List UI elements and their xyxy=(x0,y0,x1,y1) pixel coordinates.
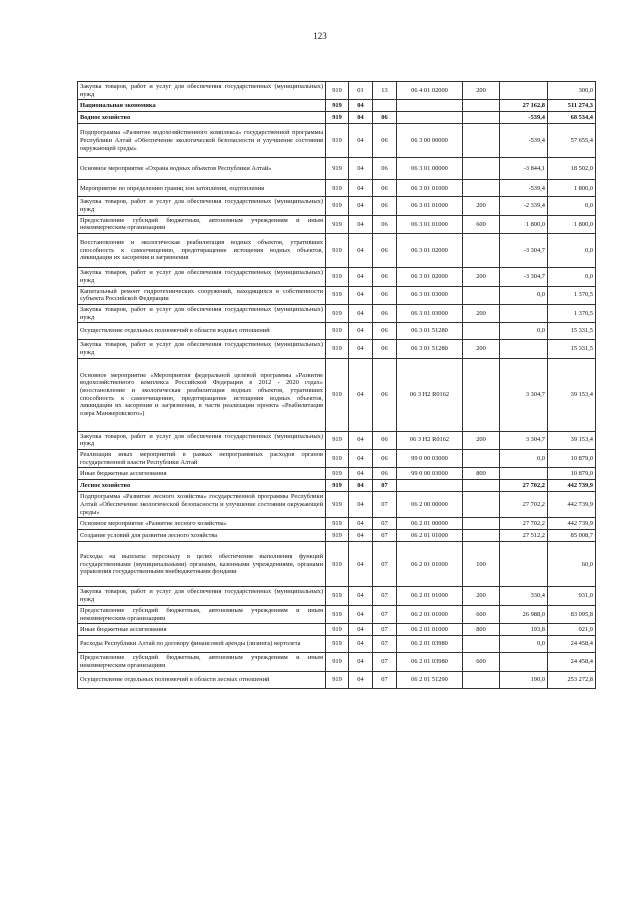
cell-csr: 06 3 01 02000 xyxy=(397,268,463,286)
cell-gr: 919 xyxy=(326,358,349,431)
cell-pr: 07 xyxy=(373,653,397,671)
cell-name: Водное хозяйство xyxy=(78,112,326,124)
cell-vr xyxy=(463,480,500,492)
cell-amount-change xyxy=(500,304,548,322)
cell-amount-total: 57 655,4 xyxy=(548,124,596,158)
cell-amount-change: 27 512,2 xyxy=(500,530,548,542)
cell-name: Предоставление субсидий бюджетным, автономным учреждениям и иным некоммерческим организациям xyxy=(78,605,326,623)
cell-pr: 07 xyxy=(373,518,397,530)
cell-pr: 06 xyxy=(373,158,397,180)
cell-csr: 06 2 00 00000 xyxy=(397,492,463,518)
cell-gr: 919 xyxy=(326,587,349,605)
cell-csr: 06 2 01 51290 xyxy=(397,671,463,688)
table-row xyxy=(78,518,596,530)
cell-gr: 919 xyxy=(326,636,349,653)
cell-gr: 919 xyxy=(326,100,349,112)
cell-gr: 919 xyxy=(326,304,349,322)
cell-name: Иные бюджетные ассигнования xyxy=(78,468,326,480)
cell-amount-change xyxy=(500,653,548,671)
cell-gr: 919 xyxy=(326,82,349,100)
cell-amount-total: 1 800,0 xyxy=(548,215,596,233)
cell-rz: 04 xyxy=(349,671,373,688)
cell-vr: 200 xyxy=(463,587,500,605)
cell-vr: 600 xyxy=(463,653,500,671)
cell-gr: 919 xyxy=(326,124,349,158)
cell-amount-total: 511 274,3 xyxy=(548,100,596,112)
cell-rz: 01 xyxy=(349,82,373,100)
cell-gr: 919 xyxy=(326,323,349,340)
cell-pr: 06 xyxy=(373,468,397,480)
cell-amount-change: 27 162,8 xyxy=(500,100,548,112)
cell-rz: 04 xyxy=(349,112,373,124)
cell-csr: 06 2 01 01000 xyxy=(397,530,463,542)
cell-name: Закупка товаров, работ и услуг для обеспечения государственных (муниципальных) нужд xyxy=(78,340,326,358)
page-number: 123 xyxy=(313,31,327,41)
cell-name: Национальная экономика xyxy=(78,100,326,112)
cell-pr: 07 xyxy=(373,530,397,542)
cell-gr: 919 xyxy=(326,197,349,215)
cell-gr: 919 xyxy=(326,624,349,636)
cell-vr: 600 xyxy=(463,215,500,233)
cell-name: Лесное хозяйство xyxy=(78,480,326,492)
cell-vr: 200 xyxy=(463,304,500,322)
cell-amount-change xyxy=(500,340,548,358)
cell-pr: 13 xyxy=(373,82,397,100)
cell-vr xyxy=(463,323,500,340)
cell-vr xyxy=(463,671,500,688)
cell-rz: 04 xyxy=(349,605,373,623)
cell-csr: 06 3 01 01000 xyxy=(397,215,463,233)
table-row xyxy=(78,653,596,671)
cell-pr: 06 xyxy=(373,112,397,124)
table-body xyxy=(78,82,596,689)
cell-csr: 06 3 01 01000 xyxy=(397,197,463,215)
cell-vr xyxy=(463,450,500,468)
cell-name: Капитальный ремонт гидротехнических сооружений, находящихся в собственности субъекта Российской Федерации xyxy=(78,286,326,304)
cell-amount-total: 1 370,5 xyxy=(548,304,596,322)
table-row xyxy=(78,468,596,480)
table-row xyxy=(78,624,596,636)
cell-gr: 919 xyxy=(326,431,349,449)
table-row xyxy=(78,605,596,623)
cell-vr xyxy=(463,518,500,530)
cell-rz: 04 xyxy=(349,286,373,304)
cell-gr: 919 xyxy=(326,492,349,518)
cell-vr xyxy=(463,100,500,112)
cell-amount-change: -539,4 xyxy=(500,124,548,158)
cell-rz: 04 xyxy=(349,468,373,480)
cell-csr: 06 2 01 01000 xyxy=(397,624,463,636)
cell-csr: 06 2 01 01000 xyxy=(397,587,463,605)
table-row xyxy=(78,112,596,124)
cell-csr: 06 3 00 00000 xyxy=(397,124,463,158)
table-row xyxy=(78,323,596,340)
cell-name: Основное мероприятие «Развитие лесного хозяйства» xyxy=(78,518,326,530)
cell-amount-change xyxy=(500,82,548,100)
budget-table xyxy=(77,81,596,689)
cell-rz: 04 xyxy=(349,518,373,530)
cell-rz: 04 xyxy=(349,636,373,653)
cell-amount-total: 39 153,4 xyxy=(548,431,596,449)
cell-rz: 04 xyxy=(349,234,373,268)
cell-pr: 07 xyxy=(373,492,397,518)
table-row xyxy=(78,158,596,180)
cell-csr: 06 3 01 51280 xyxy=(397,340,463,358)
cell-amount-change: 3 304,7 xyxy=(500,431,548,449)
cell-csr: 06 3 01 01000 xyxy=(397,180,463,197)
cell-csr: 06 3 H2 R0162 xyxy=(397,431,463,449)
cell-csr: 06 3 01 03000 xyxy=(397,286,463,304)
cell-name: Расходы на выплаты персоналу в целях обеспечения выполнения функций государственными (муниципальными) органами, казенными учреждениями, органами управления государственными внебюджетными фондами xyxy=(78,542,326,587)
cell-amount-total: 68 534,4 xyxy=(548,112,596,124)
cell-pr: 07 xyxy=(373,671,397,688)
cell-amount-change: 27 702,2 xyxy=(500,518,548,530)
cell-amount-total: 0,0 xyxy=(548,197,596,215)
cell-pr: 06 xyxy=(373,450,397,468)
cell-gr: 919 xyxy=(326,268,349,286)
cell-amount-total: 442 739,9 xyxy=(548,480,596,492)
cell-rz: 04 xyxy=(349,180,373,197)
cell-vr xyxy=(463,492,500,518)
cell-amount-total: 1 370,5 xyxy=(548,286,596,304)
cell-amount-total: 15 331,5 xyxy=(548,323,596,340)
cell-name: Закупка товаров, работ и услуг для обеспечения государственных (муниципальных) нужд xyxy=(78,304,326,322)
cell-amount-change: -3 844,1 xyxy=(500,158,548,180)
cell-name: Основное мероприятие «Мероприятия федеральной целевой программы «Развитие водохозяйственного комплекса Российской Федерации в 2012 - 2020 годах» (восстановление и экологическая реабилитация водных объектов, утративших способность к самоочищению, предотвращение истощения водных объектов, ликвидация их засорения и загрязнения, в части реализации проекта «Реабилитация озера Манжерокского») xyxy=(78,358,326,431)
table-row xyxy=(78,492,596,518)
cell-amount-total: 931,0 xyxy=(548,587,596,605)
cell-rz: 04 xyxy=(349,653,373,671)
cell-vr: 200 xyxy=(463,82,500,100)
cell-rz: 04 xyxy=(349,158,373,180)
cell-pr: 07 xyxy=(373,587,397,605)
cell-amount-change: 27 702,2 xyxy=(500,480,548,492)
table-row xyxy=(78,180,596,197)
cell-amount-total: 921,9 xyxy=(548,624,596,636)
cell-rz: 04 xyxy=(349,542,373,587)
cell-vr xyxy=(463,530,500,542)
cell-vr: 200 xyxy=(463,431,500,449)
cell-vr xyxy=(463,124,500,158)
cell-gr: 919 xyxy=(326,530,349,542)
cell-vr: 200 xyxy=(463,268,500,286)
cell-csr: 06 4 01 02000 xyxy=(397,82,463,100)
cell-pr: 07 xyxy=(373,624,397,636)
cell-amount-change xyxy=(500,468,548,480)
cell-gr: 919 xyxy=(326,158,349,180)
cell-pr: 06 xyxy=(373,340,397,358)
cell-vr: 600 xyxy=(463,605,500,623)
cell-gr: 919 xyxy=(326,286,349,304)
cell-name: Восстановление и экологическая реабилитация водных объектов, утративших способность к самоочищению, предотвращение истощения водных объектов, ликвидация их засорения и загрязнения xyxy=(78,234,326,268)
cell-csr: 06 3 01 51280 xyxy=(397,323,463,340)
cell-amount-total: 300,0 xyxy=(548,82,596,100)
cell-vr xyxy=(463,358,500,431)
table-row xyxy=(78,268,596,286)
cell-amount-total: 24 458,4 xyxy=(548,636,596,653)
cell-rz: 04 xyxy=(349,450,373,468)
cell-amount-change: 330,4 xyxy=(500,587,548,605)
cell-gr: 919 xyxy=(326,671,349,688)
cell-vr: 800 xyxy=(463,624,500,636)
cell-name: Осуществление отдельных полномочий в области лесных отношений xyxy=(78,671,326,688)
cell-amount-change: 27 702,2 xyxy=(500,492,548,518)
cell-amount-total: 60,0 xyxy=(548,542,596,587)
cell-amount-change: 1 800,0 xyxy=(500,215,548,233)
table-row xyxy=(78,197,596,215)
table-row xyxy=(78,450,596,468)
cell-csr: 99 0 00 03000 xyxy=(397,450,463,468)
cell-amount-total: 15 331,5 xyxy=(548,340,596,358)
cell-pr: 06 xyxy=(373,431,397,449)
cell-name: Осуществление отдельных полномочий в области водных отношений xyxy=(78,323,326,340)
cell-pr: 06 xyxy=(373,286,397,304)
cell-csr: 99 0 00 03000 xyxy=(397,468,463,480)
cell-rz: 04 xyxy=(349,587,373,605)
cell-rz: 04 xyxy=(349,304,373,322)
cell-amount-total: 253 272,8 xyxy=(548,671,596,688)
table-row xyxy=(78,215,596,233)
cell-name: Подпрограмма «Развитие лесного хозяйства» государственной программы Республики Алтай «Обеспечение экологической безопасности и улучшение состояния окружающей среды» xyxy=(78,492,326,518)
cell-csr xyxy=(397,100,463,112)
cell-name: Закупка товаров, работ и услуг для обеспечения государственных (муниципальных) нужд xyxy=(78,268,326,286)
cell-amount-total: 85 008,7 xyxy=(548,530,596,542)
cell-pr: 07 xyxy=(373,480,397,492)
cell-amount-change: -2 339,4 xyxy=(500,197,548,215)
cell-amount-change: -539,4 xyxy=(500,112,548,124)
cell-name: Создание условий для развития лесного хозяйства xyxy=(78,530,326,542)
table-row xyxy=(78,234,596,268)
cell-amount-change: -3 304,7 xyxy=(500,268,548,286)
cell-amount-total: 39 153,4 xyxy=(548,358,596,431)
cell-amount-change: 0,0 xyxy=(500,286,548,304)
cell-csr: 06 3 01 03000 xyxy=(397,304,463,322)
cell-amount-change: -3 304,7 xyxy=(500,234,548,268)
cell-amount-total: 442 739,9 xyxy=(548,492,596,518)
cell-gr: 919 xyxy=(326,518,349,530)
cell-gr: 919 xyxy=(326,605,349,623)
cell-rz: 04 xyxy=(349,215,373,233)
cell-name: Закупка товаров, работ и услуг для обеспечения государственных (муниципальных) нужд xyxy=(78,82,326,100)
cell-gr: 919 xyxy=(326,215,349,233)
cell-rz: 04 xyxy=(349,431,373,449)
cell-amount-change: 0,0 xyxy=(500,636,548,653)
table-row xyxy=(78,431,596,449)
cell-vr xyxy=(463,158,500,180)
cell-rz: 04 xyxy=(349,530,373,542)
cell-csr: 06 3 01 02000 xyxy=(397,234,463,268)
cell-amount-change: 190,0 xyxy=(500,671,548,688)
cell-vr: 800 xyxy=(463,468,500,480)
cell-name: Расходы Республики Алтай по договору финансовой аренды (лизинга) вертолета xyxy=(78,636,326,653)
cell-amount-total: 0,0 xyxy=(548,234,596,268)
cell-rz: 04 xyxy=(349,100,373,112)
cell-rz: 04 xyxy=(349,492,373,518)
cell-amount-total: 10 879,0 xyxy=(548,468,596,480)
cell-gr: 919 xyxy=(326,180,349,197)
cell-name: Реализация иных мероприятий в рамках непрограммных расходов органов государственной власти Республики Алтай xyxy=(78,450,326,468)
cell-amount-total: 83 095,8 xyxy=(548,605,596,623)
cell-amount-change xyxy=(500,542,548,587)
cell-name: Мероприятие по определению границ зон затопления, подтопления xyxy=(78,180,326,197)
cell-rz: 04 xyxy=(349,124,373,158)
cell-csr: 06 2 01 01000 xyxy=(397,542,463,587)
cell-name: Подпрограмма «Развитие водохозяйственного комплекса» государственной программы Республики Алтай «Обеспечение экологической безопасности и улучшение состояния окружающей среды» xyxy=(78,124,326,158)
cell-csr: 06 2 01 03980 xyxy=(397,636,463,653)
cell-vr: 200 xyxy=(463,197,500,215)
table-row xyxy=(78,542,596,587)
cell-rz: 04 xyxy=(349,197,373,215)
cell-pr: 07 xyxy=(373,605,397,623)
cell-gr: 919 xyxy=(326,450,349,468)
table-row xyxy=(78,340,596,358)
cell-gr: 919 xyxy=(326,542,349,587)
cell-gr: 919 xyxy=(326,468,349,480)
cell-csr xyxy=(397,480,463,492)
cell-pr: 07 xyxy=(373,542,397,587)
table-row xyxy=(78,358,596,431)
cell-rz: 04 xyxy=(349,268,373,286)
table-row xyxy=(78,587,596,605)
cell-rz: 04 xyxy=(349,323,373,340)
cell-vr: 100 xyxy=(463,542,500,587)
cell-gr: 919 xyxy=(326,112,349,124)
cell-pr xyxy=(373,100,397,112)
cell-amount-change: 0,0 xyxy=(500,323,548,340)
cell-vr xyxy=(463,636,500,653)
cell-vr: 200 xyxy=(463,340,500,358)
table-row xyxy=(78,124,596,158)
cell-amount-total: 24 458,4 xyxy=(548,653,596,671)
cell-csr: 06 3 H2 R0162 xyxy=(397,358,463,431)
cell-amount-total: 0,0 xyxy=(548,268,596,286)
cell-csr: 06 3 01 00000 xyxy=(397,158,463,180)
table-row xyxy=(78,671,596,688)
cell-amount-total: 442 739,9 xyxy=(548,518,596,530)
table-row xyxy=(78,530,596,542)
cell-name: Закупка товаров, работ и услуг для обеспечения государственных (муниципальных) нужд xyxy=(78,431,326,449)
cell-rz: 04 xyxy=(349,358,373,431)
cell-amount-change: 193,8 xyxy=(500,624,548,636)
table-row xyxy=(78,636,596,653)
cell-amount-change: -539,4 xyxy=(500,180,548,197)
cell-vr xyxy=(463,234,500,268)
cell-amount-change: 26 988,0 xyxy=(500,605,548,623)
cell-gr: 919 xyxy=(326,480,349,492)
cell-csr: 06 2 01 00000 xyxy=(397,518,463,530)
cell-pr: 06 xyxy=(373,180,397,197)
cell-vr xyxy=(463,286,500,304)
cell-pr: 06 xyxy=(373,197,397,215)
cell-pr: 06 xyxy=(373,215,397,233)
cell-name: Иные бюджетные ассигнования xyxy=(78,624,326,636)
cell-name: Предоставление субсидий бюджетным, автономным учреждениям и иным некоммерческим организациям xyxy=(78,653,326,671)
cell-csr: 06 2 01 03980 xyxy=(397,653,463,671)
cell-rz: 04 xyxy=(349,340,373,358)
cell-amount-change: 0,0 xyxy=(500,450,548,468)
cell-pr: 06 xyxy=(373,124,397,158)
cell-amount-total: 18 502,0 xyxy=(548,158,596,180)
cell-name: Предоставление субсидий бюджетным, автономным учреждениям и иным некоммерческим организациям xyxy=(78,215,326,233)
cell-amount-total: 10 879,0 xyxy=(548,450,596,468)
cell-rz: 04 xyxy=(349,480,373,492)
cell-name: Основное мероприятие «Охрана водных объектов Республики Алтай» xyxy=(78,158,326,180)
cell-gr: 919 xyxy=(326,653,349,671)
cell-amount-change: 3 304,7 xyxy=(500,358,548,431)
cell-amount-total: 1 800,0 xyxy=(548,180,596,197)
table-row xyxy=(78,286,596,304)
cell-pr: 06 xyxy=(373,358,397,431)
cell-pr: 06 xyxy=(373,268,397,286)
table-row xyxy=(78,304,596,322)
cell-rz: 04 xyxy=(349,624,373,636)
cell-pr: 06 xyxy=(373,234,397,268)
cell-gr: 919 xyxy=(326,340,349,358)
cell-gr: 919 xyxy=(326,234,349,268)
cell-pr: 06 xyxy=(373,323,397,340)
cell-vr xyxy=(463,112,500,124)
cell-name: Закупка товаров, работ и услуг для обеспечения государственных (муниципальных) нужд xyxy=(78,197,326,215)
cell-csr: 06 2 01 01000 xyxy=(397,605,463,623)
cell-vr xyxy=(463,180,500,197)
cell-name: Закупка товаров, работ и услуг для обеспечения государственных (муниципальных) нужд xyxy=(78,587,326,605)
table-row xyxy=(78,82,596,100)
cell-pr: 07 xyxy=(373,636,397,653)
cell-csr xyxy=(397,112,463,124)
cell-pr: 06 xyxy=(373,304,397,322)
table-row xyxy=(78,100,596,112)
table-row xyxy=(78,480,596,492)
